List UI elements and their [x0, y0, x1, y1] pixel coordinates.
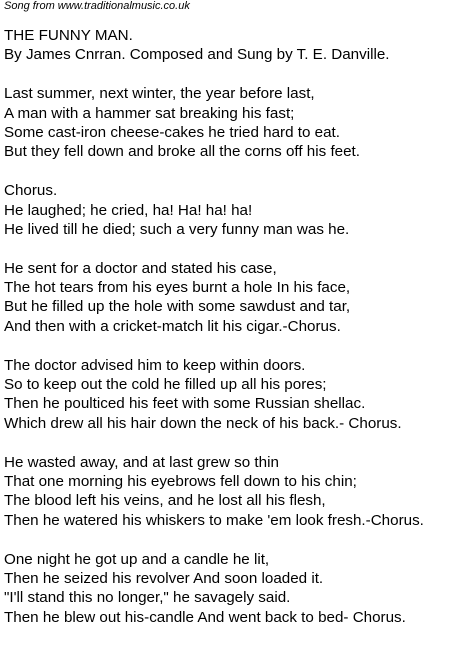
verse-3-line-3: Then he poulticed his feet with some Russian shellac. — [4, 395, 366, 413]
verse-4-line-2: That one morning his eyebrows fell down to his chin; — [4, 472, 357, 490]
stanza-gap — [4, 65, 474, 84]
stanza-gap — [4, 336, 474, 355]
chorus-line-2: He lived till he died; such a very funny man was he. — [4, 220, 350, 238]
verse-2-line-4: And then with a cricket-match lit his cigar.-Chorus. — [4, 317, 341, 335]
source-caption: Song from www.traditionalmusic.co.uk — [4, 0, 190, 12]
verse-1-line-3: Some cast-iron cheese-cakes he tried hard to eat. — [4, 123, 340, 141]
verse-4-line-3: The blood left his veins, and he lost all his flesh, — [4, 492, 326, 510]
verse-3-line-4: Which drew all his hair down the neck of his back.- Chorus. — [4, 414, 402, 432]
chorus-heading: Chorus. — [4, 182, 58, 200]
verse-2-line-1: He sent for a doctor and stated his case, — [4, 259, 277, 277]
verse-5-line-1: One night he got up and a candle he lit, — [4, 550, 270, 568]
verse-5-line-3: "I'll stand this no longer," he savagely said. — [4, 589, 291, 607]
verse-1-line-1: Last summer, next winter, the year before last, — [4, 85, 315, 103]
verse-3-line-2: So to keep out the cold he filled up all his pores; — [4, 376, 327, 394]
verse-2-line-3: But he filled up the hole with some sawdust and tar, — [4, 298, 351, 316]
chorus-line-1: He laughed; he cried, ha! Ha! ha! ha! — [4, 201, 253, 219]
song-byline: By James Cnrran. Composed and Sung by T. E. Danville. — [4, 46, 390, 64]
verse-4-line-4: Then he watered his whiskers to make 'em look fresh.-Chorus. — [4, 511, 424, 529]
stanza-gap — [4, 239, 474, 258]
stanza-gap — [4, 530, 474, 549]
verse-4-line-1: He wasted away, and at last grew so thin — [4, 453, 279, 471]
verse-5-line-4: Then he blew out his-candle And went back to bed- Chorus. — [4, 608, 406, 626]
verse-3-line-1: The doctor advised him to keep within doors. — [4, 356, 306, 374]
verse-5-line-2: Then he seized his revolver And soon loaded it. — [4, 569, 324, 587]
verse-1-line-2: A man with a hammer sat breaking his fast; — [4, 104, 295, 122]
stanza-gap — [4, 433, 474, 452]
verse-1-line-4: But they fell down and broke all the corns off his feet. — [4, 143, 360, 161]
lyrics-body — [4, 26, 474, 627]
song-title: THE FUNNY MAN. — [4, 27, 133, 44]
verse-2-line-2: The hot tears from his eyes burnt a hole In his face, — [4, 279, 351, 297]
stanza-gap — [4, 162, 474, 181]
